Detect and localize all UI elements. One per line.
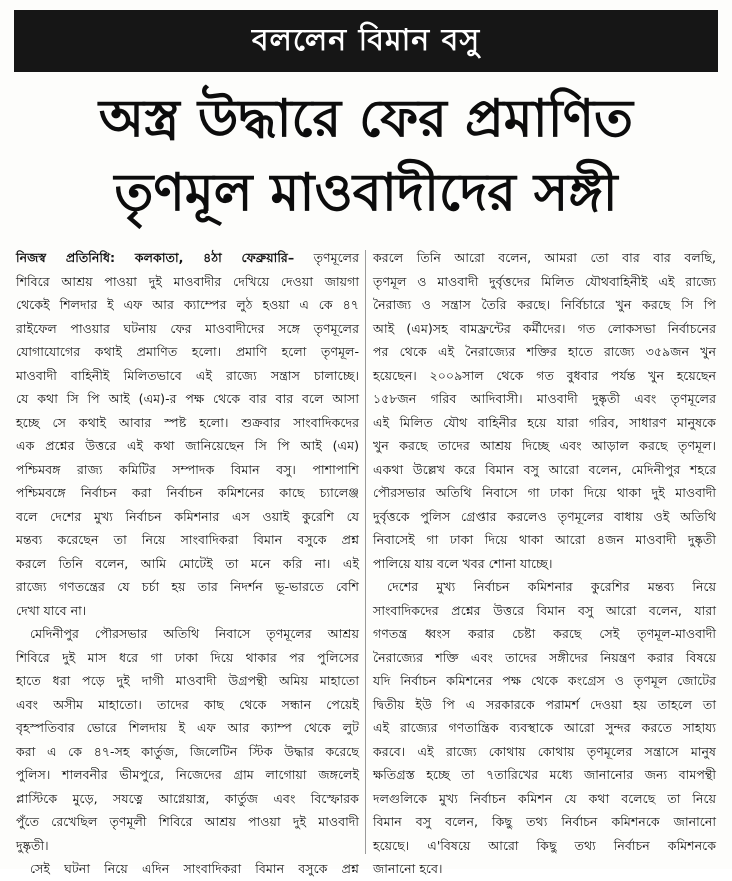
article-line: শিবিরে দুই মাস ধরে গা ঢাকা দিয়ে থাকার পর পুলিসের: [16, 649, 359, 665]
article-line: এই মিলিত যৌথ বাহিনীর হয়ে যারা গরিব, সাধারণ মানুষকে: [373, 414, 716, 430]
article-body: [16, 246, 716, 876]
article-line: [16, 246, 359, 270]
article-line: থেকেই শিলদার ই এফ আর ক্যাম্পের লুঠ হওয়া এ কে ৪৭: [16, 297, 359, 312]
article-line: প্লাস্টিকে মুড়ে, সযত্নে আগ্নেয়াস্ত্র, কার্তুজ এবং বিস্ফোরক: [16, 790, 359, 806]
kicker-banner: [14, 10, 718, 72]
article-line: গণতন্ত্র ধ্বংস করার চেষ্টা করছে সেই তৃণমূল-মাওবাদী: [373, 626, 716, 641]
article-line: করা এ কে ৪৭-সহ কার্তুজ, জিলেটিন স্টিক উদ্ধার করেছে: [16, 743, 359, 759]
article-line: দেশের মুখ্য নির্বাচন কমিশনার কুরেশির মন্তব্য নিয়ে: [387, 579, 716, 594]
article-line: বলে দেশের মুখ্য নির্বাচন কমিশনার এস ওয়াই কুরেশি যে: [16, 508, 359, 524]
article-line: জানানো হবে।: [373, 861, 443, 876]
article-line: ১৫৮জন গরিব আদিবাসী। মাওবাদী দুষ্কৃতী এবং তৃণমূলের: [373, 391, 716, 406]
article-line: নিবাসেই গা ঢাকা দিয়ে থাকা আরো ৪জন মাওবাদী দুষ্কৃতী: [373, 532, 716, 547]
headline-line-2: তৃণমূল মাওবাদীদের সঙ্গী: [114, 163, 618, 223]
kicker-text: বললেন বিমান বসু: [251, 22, 481, 58]
article-line: যোগাযোগের কথাই প্রমাণিত হলো। প্রমাণি হলো তৃণমূল-: [16, 344, 359, 359]
article-line: পৌরসভার অতিথি নিবাসে গা ঢাকা দিয়ে থাকা দুই মাওবাদী: [373, 485, 716, 500]
article-line: পশ্চিমবঙ্গ রাজ্য কমিটির সম্পাদক বিমান বসু। পাশাপাশি: [16, 461, 359, 477]
article-line: নৈরাজ্যের শক্তি এবং তাদের সঙ্গীদের নিয়ন্ত্রণ করার বিষয়ে: [373, 649, 716, 665]
article-line: রাইফেল পাওয়ার ঘটনায় ফের মাওবাদীদের সঙ্গে তৃণমূলের: [16, 320, 359, 336]
article-line: আই (এম)সহ বামফ্রন্টের কর্মীদের। গত লোকসভা নির্বাচনের: [373, 320, 716, 336]
article-line: ক্ষতিগ্রস্ত হচ্ছে তা ৭তারিখের মধ্যে জানানোর জন্য বামপন্থী: [373, 767, 716, 782]
article-line: দুষ্কৃতী।: [16, 837, 49, 853]
article-line: মেদিনীপুর পৌরসভার অতিথি নিবাসে তৃণমূলের আশ্রয়: [30, 626, 359, 641]
article-line: পুলিস। শালবনীর ভীমপুরে, নিজেদের গ্রাম লাগোয়া জঙ্গলেই: [16, 767, 359, 782]
article-line: হয়েছে। এ'বিষয়ে আরো কিছু তথ্য নির্বাচন কমিশনকে: [373, 837, 716, 853]
article-line: দলগুলিকে মুখ্য নির্বাচন কমিশন যে কথা বলেছে তা নিয়ে: [373, 790, 716, 806]
article-line: দ্বিতীয় ইউ পি এ সরকারকে পরামর্শ দেওয়া হয় তাহলে তা: [373, 696, 716, 712]
headline: [14, 82, 718, 230]
article-line: এক প্রশ্নের উত্তরে এই কথা জানিয়েছেন সি পি আই (এম): [16, 438, 359, 453]
article-line: দেখা যাবে না।: [16, 602, 87, 618]
article-line: তৃণমূল ও মাওবাদী দুর্বৃত্তদের মিলিত যৌথবাহিনীই এই রাজ্যে: [373, 273, 716, 289]
article-line: খুন করছে তাদের আশ্রয় দিচ্ছে এবং আড়াল করছে তৃণমূল।: [373, 438, 716, 453]
article-line: করবে। এই রাজ্যে কোথায় কোথায় তৃণমূলের সন্ত্রাসে মানুষ: [373, 743, 716, 759]
article-dateline: নিজস্ব প্রতিনিধি: কলকাতা, ৪ঠা ফেব্রুয়ারি–: [16, 250, 295, 265]
column-divider: [365, 250, 366, 854]
article-line: বিমান বসু বলেন, কিছু তথ্য নির্বাচন কমিশনকে জানানো: [373, 814, 716, 829]
article-line: হাতে ধরা পড়ে দুই দাগী মাওবাদী উগ্রপন্থী অমিয় মাহাতো: [16, 673, 359, 688]
article-line: পুঁতে রেখেছিল তৃণমূলী শিবিরে আশ্রয় পাওয়া দুই মাওবাদী: [16, 814, 359, 829]
article-line: রাজ্যে গণতন্ত্রের যে চর্চা হয় তার নিদর্শন ভূ-ভারতে বেশি: [16, 579, 359, 594]
article-line: হয়েছেন। ২০০৯সাল থেকে গত বুধবার পর্যন্ত খুন হয়েছেন: [373, 367, 716, 383]
article-line: নৈরাজ্য ও সন্ত্রাস তৈরি করছে। নির্বিচারে খুন করছে সি পি: [373, 297, 716, 312]
article-line: যদি নির্বাচন কমিশনের পক্ষ থেকে কংগ্রেস ও তৃণমূল জোটের: [373, 673, 716, 688]
article-line: শিবিরে আশ্রয় পাওয়া দুই মাওবাদীর দেখিয়ে দেওয়া জায়গা: [16, 273, 359, 289]
article-line: হচ্ছে সে কথাই আবার স্পষ্ট হলো। শুক্রবার সাংবাদিকদের: [16, 414, 359, 430]
article-line: পশ্চিমবঙ্গে নির্বাচন করা নির্বাচন কমিশনের কাছে চ্যালেঞ্জ: [16, 485, 359, 500]
article-line: সেই ঘটনা নিয়ে এদিন সাংবাদিকরা বিমান বসুকে প্রশ্ন: [30, 861, 359, 876]
article-line: বৃহস্পতিবার ভোরে শিলদায় ই এফ আর ক্যাম্প থেকে লুট: [16, 720, 359, 735]
article-line: এবং অসীম মাহাতো। তাদের কাছ থেকে সন্ধান পেয়েই: [16, 696, 359, 712]
article-line: যে কথা সি পি আই (এম)-র পক্ষ থেকে বার বার বলে আসা: [16, 391, 359, 406]
article-line-text: তৃণমূলের: [313, 250, 359, 265]
article-line: পর থেকে এই নৈরাজ্যের শক্তির হাতে রাজ্যে ৩৫৯জন খুন: [373, 344, 716, 359]
article-line: করলে তিনি আরো বলেন, আমরা তো বার বার বলছি,: [373, 250, 716, 265]
article-line: মাওবাদী বাহিনীই মিলিতভাবে এই রাজ্যে সন্ত্রাস চালাচ্ছে।: [16, 367, 359, 383]
article-line: একথা উল্লেখ করে বিমান বসু আরো বলেন, মেদিনীপুর শহরে: [373, 461, 716, 477]
article-column-right: [373, 246, 716, 876]
article-line: দুর্বৃত্তকে পুলিস গ্রেপ্তার করলেও তৃণমূলের বাধায় ওই অতিথি: [373, 508, 716, 524]
article-line: মন্তব্য করেছেন তা নিয়ে সাংবাদিকরা বিমান বসুকে প্রশ্ন: [16, 532, 359, 547]
article-column-left: [16, 246, 359, 876]
headline-line-1: অস্ত্র উদ্ধারে ফের প্রমাণিত: [98, 89, 634, 149]
article-line: সাংবাদিকদের প্রশ্নের উত্তরে বিমান বসু আরো বলেন, যারা: [373, 602, 716, 618]
article-line: করলে তিনি বলেন, আমি মোটেই তা মনে করি না। এই: [16, 555, 359, 571]
article-line: পালিয়ে যায় বলে খবর শোনা যাচ্ছে।: [373, 555, 553, 571]
article-line: এই রাজ্যের গণতান্ত্রিক ব্যবস্থাকে আরো সুন্দর করতে সাহায্য: [373, 720, 716, 735]
